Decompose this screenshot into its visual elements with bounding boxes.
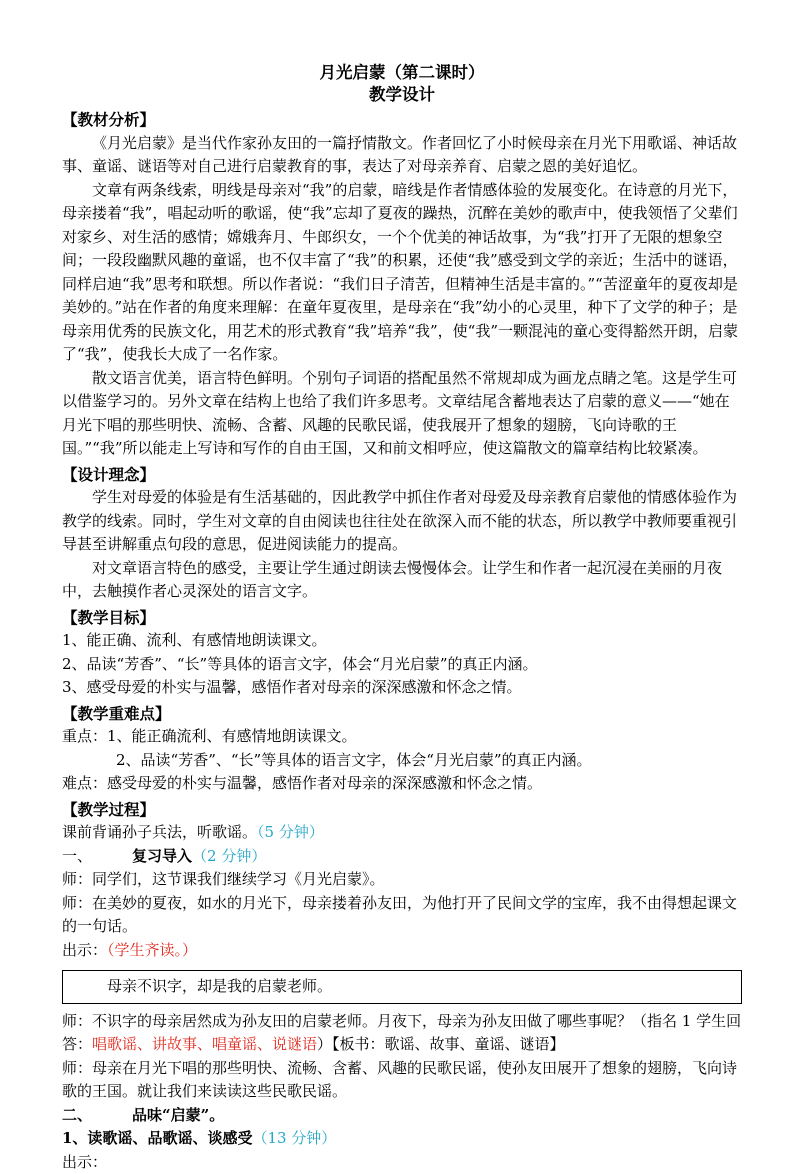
pre-class-line xyxy=(62,821,742,845)
doc-subtitle: 教学设计 xyxy=(62,84,742,106)
time-note: （5 分钟） xyxy=(257,823,324,841)
doc-title: 月光启蒙（第二课时） xyxy=(62,62,742,84)
goal-item: 1、能正确、流利、有感情地朗读课文。 xyxy=(62,629,742,653)
heading-design-concept: 【设计理念】 xyxy=(62,463,742,487)
show-label: 出示： xyxy=(62,1151,742,1174)
paragraph: 文章有两条线索，明线是母亲对“我”的启蒙，暗线是作者情感体验的发展变化。在诗意的月光下，母亲搂着“我”，唱起动听的歌谣，使“我”忘却了夏夜的躁热，沉醉在美妙的歌声中，使我领悟了父辈们对家乡、对生活的感情；嫦娥奔月、牛郎织女，一个个优美的神话故事，为“我”打开了无限的想象空间；一段段幽默风趣的童谣，也不仅丰富了“我”的积累，还使“我”感受到文学的亲近；生活中的谜语，同样启迪“我”思考和联想。所以作者说：“我们日子清苦，但精神生活是丰富的。”“苦涩童年的夏夜却是美妙的。”站在作者的角度来理解：在童年夏夜里，是母亲在“我”幼小的心灵里，种下了文学的种子；是母亲用优秀的民族文化，用艺术的形式教育“我”培养“我”，使“我”一颗混沌的童心变得豁然开朗，启蒙了“我”，使我长大成了一名作家。 xyxy=(62,179,742,367)
time-note: （2 分钟） xyxy=(192,847,266,865)
show-line xyxy=(62,939,742,963)
show-label: 出示： xyxy=(62,941,107,959)
key-point: 2、品读“芳香”、“长”等具体的语言文字，体会“月光启蒙”的真正内涵。 xyxy=(62,749,742,773)
key-point: 重点：1、能正确流利、有感情地朗读课文。 xyxy=(62,725,742,749)
paragraph: 对文章语言特色的感受，主要让学生通过朗读去慢慢体会。让学生和作者一起沉浸在美丽的月夜中，去触摸作者心灵深处的语言文字。 xyxy=(62,557,742,604)
document-page xyxy=(62,62,742,1174)
teacher-line: 师：母亲在月光下唱的那些明快、流畅、含蓄、风趣的民歌民谣，使孙友田展开了想象的翅膀，飞向诗歌的王国。就让我们来读读这些民歌民谣。 xyxy=(62,1057,742,1104)
sub-step-heading xyxy=(62,1127,742,1151)
student-answer: 唱歌谣、讲故事、唱童谣、说谜语 xyxy=(92,1035,317,1053)
heading-teaching-process: 【教学过程】 xyxy=(62,798,742,822)
paragraph: 散文语言优美，语言特色鲜明。个别句子词语的搭配虽然不常规却成为画龙点睛之笔。这是学生可以借鉴学习的。另外文章在结构上也给了我们许多思考。文章结尾含蓄地表达了启蒙的意义——“她在月光下唱的那些明快、流畅、含蓄、风趣的民歌民谣，使我展开了想象的翅膀，飞向诗歌的王国。”“我”所以能走上写诗和写作的自由王国，又和前文相呼应，使这篇散文的篇章结构比较紧凑。 xyxy=(62,367,742,461)
step-heading xyxy=(62,1104,742,1128)
teacher-text: 师：不识字的母亲居然成为孙友田的启蒙老师。月夜下，母亲为孙友田做了哪些事呢？（指名 1 学生回答： xyxy=(62,1012,741,1054)
time-note: （13 分钟） xyxy=(252,1129,336,1147)
step-title: 品味“启蒙”。 xyxy=(132,1106,224,1124)
sub-step-title: 1、读歌谣、品歌谣、谈感受 xyxy=(62,1129,252,1147)
difficulty-point: 难点：感受母爱的朴实与温馨，感悟作者对母亲的深深感激和怀念之情。 xyxy=(62,772,742,796)
step-number: 一、 xyxy=(62,847,92,865)
quote-box: 母亲不识字，却是我的启蒙老师。 xyxy=(62,970,742,1004)
heading-textbook-analysis: 【教材分析】 xyxy=(62,108,742,132)
blackboard-note: ）【板书：歌谣、故事、童谣、谜语】 xyxy=(317,1035,565,1053)
goal-item: 2、品读“芳香”、“长”等具体的语言文字，体会“月光启蒙”的真正内涵。 xyxy=(62,653,742,677)
goal-item: 3、感受母爱的朴实与温馨，感悟作者对母亲的深深感激和怀念之情。 xyxy=(62,676,742,700)
step-heading xyxy=(62,845,742,869)
teacher-line: 师：在美妙的夏夜，如水的月光下，母亲搂着孙友田，为他打开了民间文学的宝库，我不由得想起课文的一句话。 xyxy=(62,892,742,939)
heading-teaching-goals: 【教学目标】 xyxy=(62,606,742,630)
show-note: （学生齐读。） xyxy=(107,941,197,959)
step-number: 二、 xyxy=(62,1106,92,1124)
paragraph: 学生对母爱的体验是有生活基础的，因此教学中抓住作者对母爱及母亲教育启蒙他的情感体验作为教学的线索。同时，学生对文章的自由阅读也往往处在欲深入而不能的状态，所以教学中教师要重视引导甚至讲解重点句段的意思，促进阅读能力的提高。 xyxy=(62,486,742,557)
teacher-line: 师：同学们，这节课我们继续学习《月光启蒙》。 xyxy=(62,868,742,892)
teacher-line xyxy=(62,1010,742,1057)
heading-key-points: 【教学重难点】 xyxy=(62,702,742,726)
paragraph: 《月光启蒙》是当代作家孙友田的一篇抒情散文。作者回忆了小时候母亲在月光下用歌谣、神话故事、童谣、谜语等对自己进行启蒙教育的事，表达了对母亲养育、启蒙之恩的美好追忆。 xyxy=(62,132,742,179)
step-title: 复习导入 xyxy=(132,847,192,865)
pre-class-text: 课前背诵孙子兵法，听歌谣。 xyxy=(62,823,257,841)
